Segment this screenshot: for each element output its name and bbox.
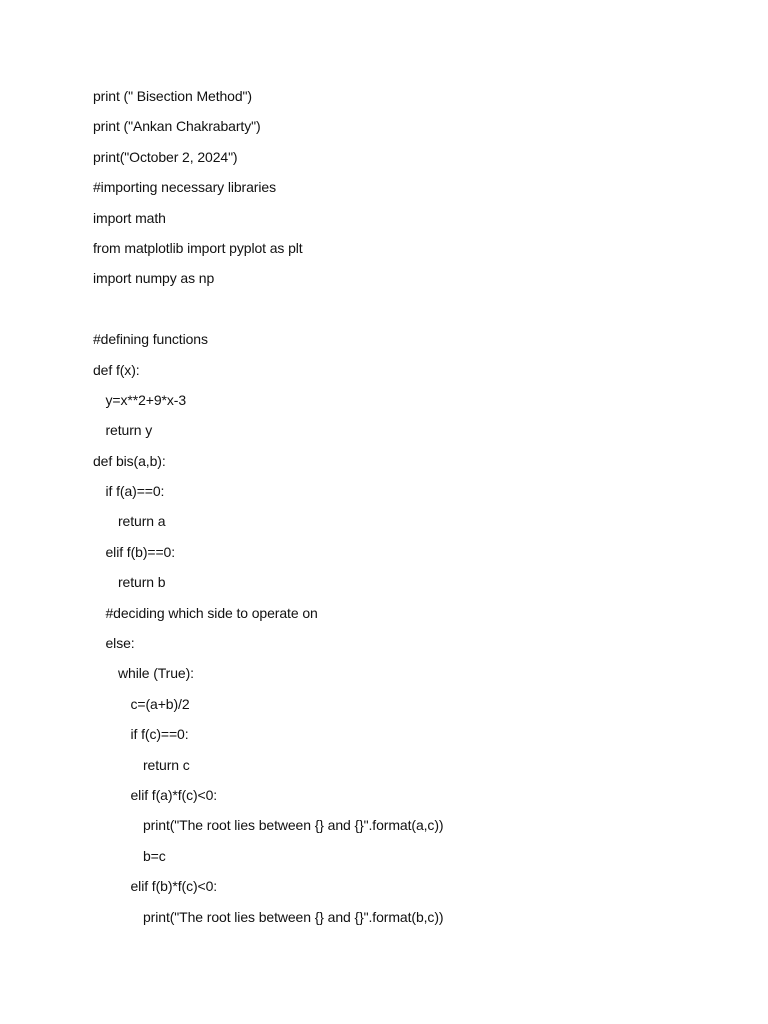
code-line: elif f(a)*f(c)<0:	[130, 786, 218, 803]
code-line: print("The root lies between {} and {}".format(a,c))	[143, 817, 444, 834]
code-line: b=c	[143, 847, 166, 864]
code-comment: #deciding which side to operate on	[105, 604, 318, 621]
code-line: from matplotlib import pyplot as plt	[93, 239, 303, 256]
code-line: def f(x):	[93, 361, 140, 378]
code-line: print("October 2, 2024")	[93, 148, 238, 165]
code-line: print (" Bisection Method")	[93, 88, 252, 104]
code-comment: #defining functions	[93, 331, 208, 348]
code-line: if f(a)==0:	[105, 483, 165, 500]
code-line: print("The root lies between {} and {}".format(b,c))	[143, 908, 444, 925]
code-line: return b	[118, 574, 166, 591]
code-line: if f(c)==0:	[130, 726, 189, 743]
code-line: import numpy as np	[93, 270, 215, 287]
code-line: else:	[105, 635, 135, 652]
code-line: def bis(a,b):	[93, 452, 166, 469]
blank-line	[93, 299, 713, 329]
code-line: return a	[118, 513, 166, 530]
code-line: while (True):	[118, 665, 194, 682]
code-comment: #importing necessary libraries	[93, 179, 276, 196]
code-line: return y	[105, 422, 153, 439]
code-line: return c	[143, 756, 190, 773]
code-block	[93, 86, 713, 937]
code-line: print ("Ankan Chakrabarty")	[93, 118, 261, 135]
code-line: elif f(b)==0:	[105, 543, 176, 560]
code-line: y=x**2+9*x-3	[105, 391, 187, 408]
code-line: c=(a+b)/2	[130, 695, 190, 712]
code-line: elif f(b)*f(c)<0:	[130, 878, 218, 895]
code-line: import math	[93, 209, 166, 226]
